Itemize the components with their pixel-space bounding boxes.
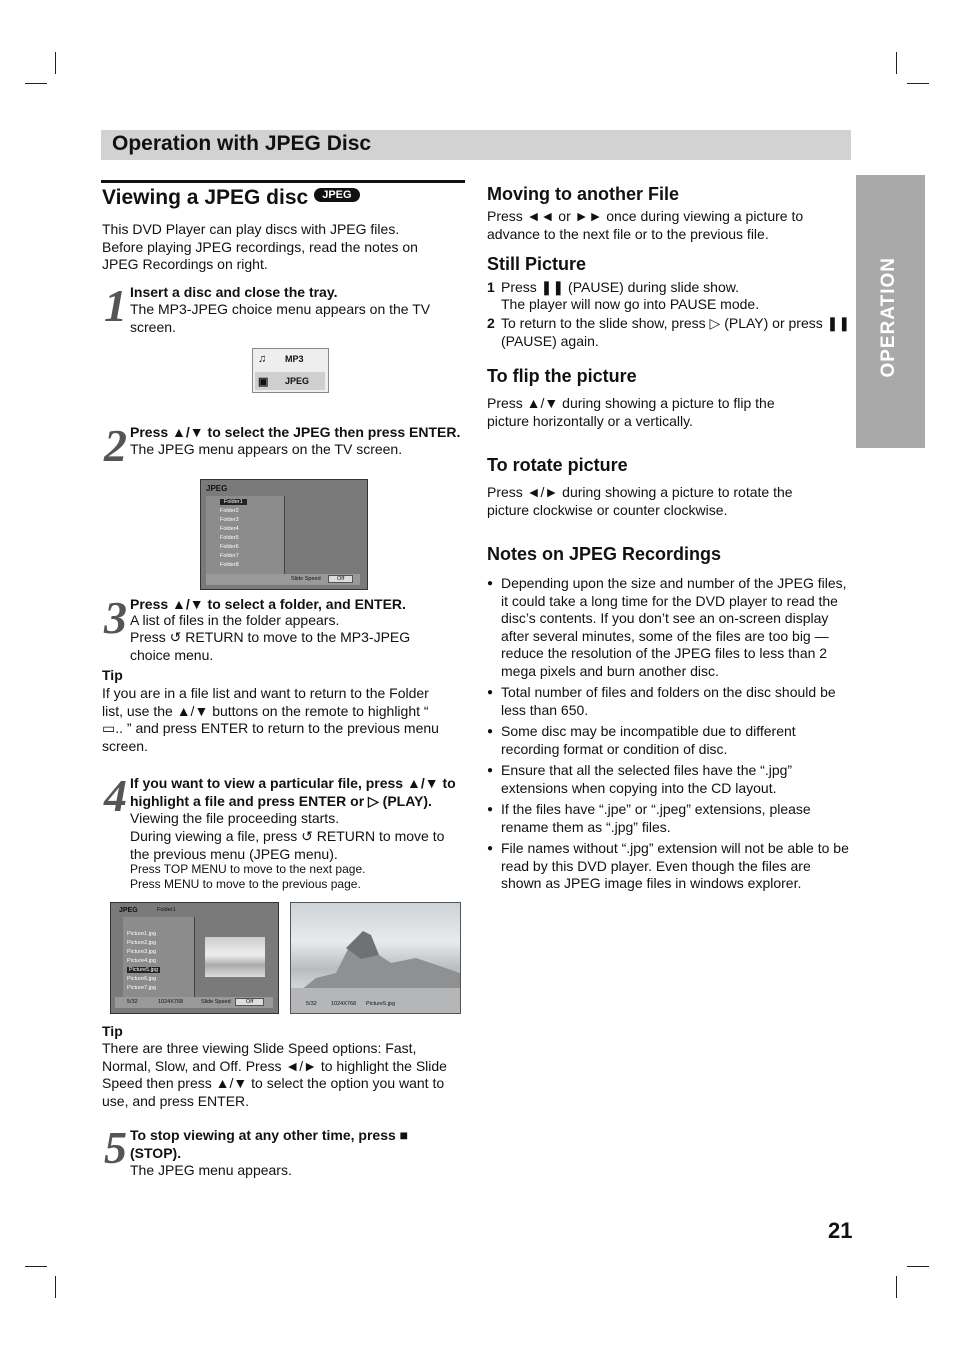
step-number: 2 xyxy=(104,420,127,471)
slide-speed-label: Slide Speed xyxy=(291,576,321,582)
slide-speed-value: Off xyxy=(328,575,353,583)
moving-text: Press ◄◄ or ►► once during viewing a picture to advance to the next file or to the previous file. xyxy=(487,208,804,242)
step3-title: Press ▲/▼ to select a folder, and ENTER. xyxy=(130,596,406,612)
step4-note2: Press MENU to move to the previous page. xyxy=(130,877,361,891)
resolution: 1024X768 xyxy=(158,999,184,1005)
file-item: Picture1.jpg xyxy=(127,931,157,937)
step5-text: The JPEG menu appears. xyxy=(130,1162,292,1178)
section-header xyxy=(101,130,851,160)
still-step-num: 1 xyxy=(487,279,495,295)
photo-resolution: 1024X768 xyxy=(331,1001,357,1007)
step-number: 5 xyxy=(104,1122,127,1173)
list-item: ● Total number of files and folders on the disc should be less than 650. xyxy=(487,684,852,719)
slide-speed-value: Off xyxy=(235,998,264,1006)
step4-text2: During viewing a file, press ↺ RETURN to move to the previous menu (JPEG menu). xyxy=(130,828,445,862)
rotate-text: Press ◄/► during showing a picture to rotate the picture clockwise or counter clockwise. xyxy=(487,484,793,518)
list-item: ● Some disc may be incompatible due to different recording format or condition of disc. xyxy=(487,723,852,758)
file-item: Picture4.jpg xyxy=(127,958,157,964)
still-step1-a: Press ❚❚ (PAUSE) during slide show. xyxy=(501,279,739,295)
list-item: ● Ensure that all the selected files have the “.jpg” extensions when copying into the CD layout. xyxy=(487,762,852,797)
crop-mark xyxy=(907,1266,929,1267)
screen-title: JPEG xyxy=(206,484,228,493)
file-item: Picture2.jpg xyxy=(127,940,157,946)
still-heading: Still Picture xyxy=(487,254,587,274)
folder-item: Folder1 xyxy=(220,499,247,505)
viewing-heading xyxy=(102,186,360,210)
step4-note1: Press TOP MENU to move to the next page. xyxy=(130,862,366,876)
folder-item: Folder5 xyxy=(220,535,239,541)
moving-heading: Moving to another File xyxy=(487,184,679,204)
viewing-heading-text: Viewing a JPEG disc xyxy=(102,186,309,209)
list-item: ● Depending upon the size and number of the JPEG files, it could take a long time for the DVD player to read the disc’s contents. If you don’t see an on-screen display after several minutes, some of the files are too big — reduce the resolution of the JPEG files to less than 2 mega pixels and burn another disc. xyxy=(487,575,852,680)
still-step2: To return to the slide show, press ▷ (PLAY) or press ❚❚ (PAUSE) again. xyxy=(501,315,851,349)
file-item: Picture3.jpg xyxy=(127,949,157,955)
screen-footer xyxy=(206,574,360,585)
list-item: ● If the files have “.jpe” or “.jpeg” extensions, please rename them as “.jpg” files. xyxy=(487,801,852,836)
side-tab-label: OPERATION xyxy=(878,257,899,378)
step1-title: Insert a disc and close the tray. xyxy=(130,284,338,300)
jpeg-badge: JPEG xyxy=(314,188,359,202)
photo-filename: Picture5.jpg xyxy=(366,1001,396,1007)
crop-mark xyxy=(896,1276,897,1298)
flip-text: Press ▲/▼ during showing a picture to flip the picture horizontally or a vertically. xyxy=(487,395,775,429)
folder-item: Folder4 xyxy=(220,526,239,532)
step2-title: Press ▲/▼ to select the JPEG then press ENTER. xyxy=(130,424,461,440)
step2-text: The JPEG menu appears on the TV screen. xyxy=(130,441,403,457)
side-tab xyxy=(856,175,925,448)
slide-speed-label: Slide Speed xyxy=(201,999,231,1005)
jpeg-folder-screen xyxy=(200,479,368,590)
step4-text1: Viewing the file proceeding starts. xyxy=(130,810,340,826)
file-item: Picture7.jpg xyxy=(127,985,157,991)
step-number: 4 xyxy=(104,770,127,821)
step3-text1: A list of files in the folder appears. xyxy=(130,612,340,628)
section-title: Operation with JPEG Disc xyxy=(112,132,372,155)
crop-mark xyxy=(896,52,897,74)
photo-count: 5/32 xyxy=(306,1001,317,1007)
flip-heading: To flip the picture xyxy=(487,366,637,386)
list-item: ● File names without “.jpg” extension will not be able to be read by this DVD player. Even though the files are shown as JPEG image files in windows explorer. xyxy=(487,840,852,893)
folder-item: Folder2 xyxy=(220,508,239,514)
heading-rule xyxy=(101,180,465,183)
preview-thumbnail xyxy=(205,937,265,977)
step-number: 1 xyxy=(104,280,127,331)
step-number: 3 xyxy=(104,592,127,643)
music-icon: ♫ xyxy=(258,353,267,365)
notes-list xyxy=(487,575,852,897)
intro-text: This DVD Player can play discs with JPEG files. Before playing JPEG recordings, read the notes on JPEG Recordings on right. xyxy=(102,221,418,272)
page-number: 21 xyxy=(828,1218,853,1243)
file-count: 5/32 xyxy=(127,999,138,1005)
rotate-heading: To rotate picture xyxy=(487,455,628,475)
crop-mark xyxy=(55,1276,56,1298)
folder-item: Folder3 xyxy=(220,517,239,523)
step1-text: The MP3-JPEG choice menu appears on the TV screen. xyxy=(130,301,431,335)
notes-heading: Notes on JPEG Recordings xyxy=(487,544,722,564)
tip-label: Tip xyxy=(102,1023,123,1039)
mp3-jpeg-menu xyxy=(252,348,329,393)
crop-mark xyxy=(25,1266,47,1267)
step5-title: To stop viewing at any other time, press ■ (STOP). xyxy=(130,1127,409,1161)
tip1-text: If you are in a file list and want to return to the Folder list, use the ▲/▼ buttons on the remote to highlight “ ▭.. ” and press ENTER to return to the previous menu screen. xyxy=(102,685,439,754)
folder-list xyxy=(206,496,285,574)
menu-item-label: MP3 xyxy=(285,354,304,364)
image-icon: ▣ xyxy=(258,376,269,388)
menu-item-mp3 xyxy=(255,350,325,368)
folder-item: Folder6 xyxy=(220,544,239,550)
screen-title: JPEG xyxy=(119,907,138,914)
crop-mark xyxy=(55,52,56,74)
menu-item-label: JPEG xyxy=(285,376,310,386)
tip2-text: There are three viewing Slide Speed options: Fast, Normal, Slow, and Off. Press ◄/► to highlight the Slide Speed then press ▲/▼ to select the option you want to use, and press ENTER. xyxy=(102,1040,447,1109)
mountain-photo xyxy=(291,903,460,1013)
file-item: Picture6.jpg xyxy=(127,976,157,982)
photo-preview xyxy=(290,902,461,1014)
tip-label: Tip xyxy=(102,667,123,683)
still-step-num: 2 xyxy=(487,315,495,331)
still-step1-b: The player will now go into PAUSE mode. xyxy=(501,296,760,312)
step3-text2: Press ↺ RETURN to move to the MP3-JPEG choice menu. xyxy=(130,629,411,663)
folder-name: Folder1 xyxy=(157,907,176,913)
menu-item-jpeg xyxy=(255,372,325,390)
jpeg-file-screen xyxy=(110,902,279,1014)
crop-mark xyxy=(907,83,929,84)
step4-title: If you want to view a particular file, press ▲/▼ to highlight a file and press ENTER or ▷ (PLAY). xyxy=(130,775,456,809)
folder-item: Folder7 xyxy=(220,553,239,559)
crop-mark xyxy=(25,83,47,84)
folder-item: Folder8 xyxy=(220,562,239,568)
file-item: Picture5.jpg xyxy=(129,967,159,973)
